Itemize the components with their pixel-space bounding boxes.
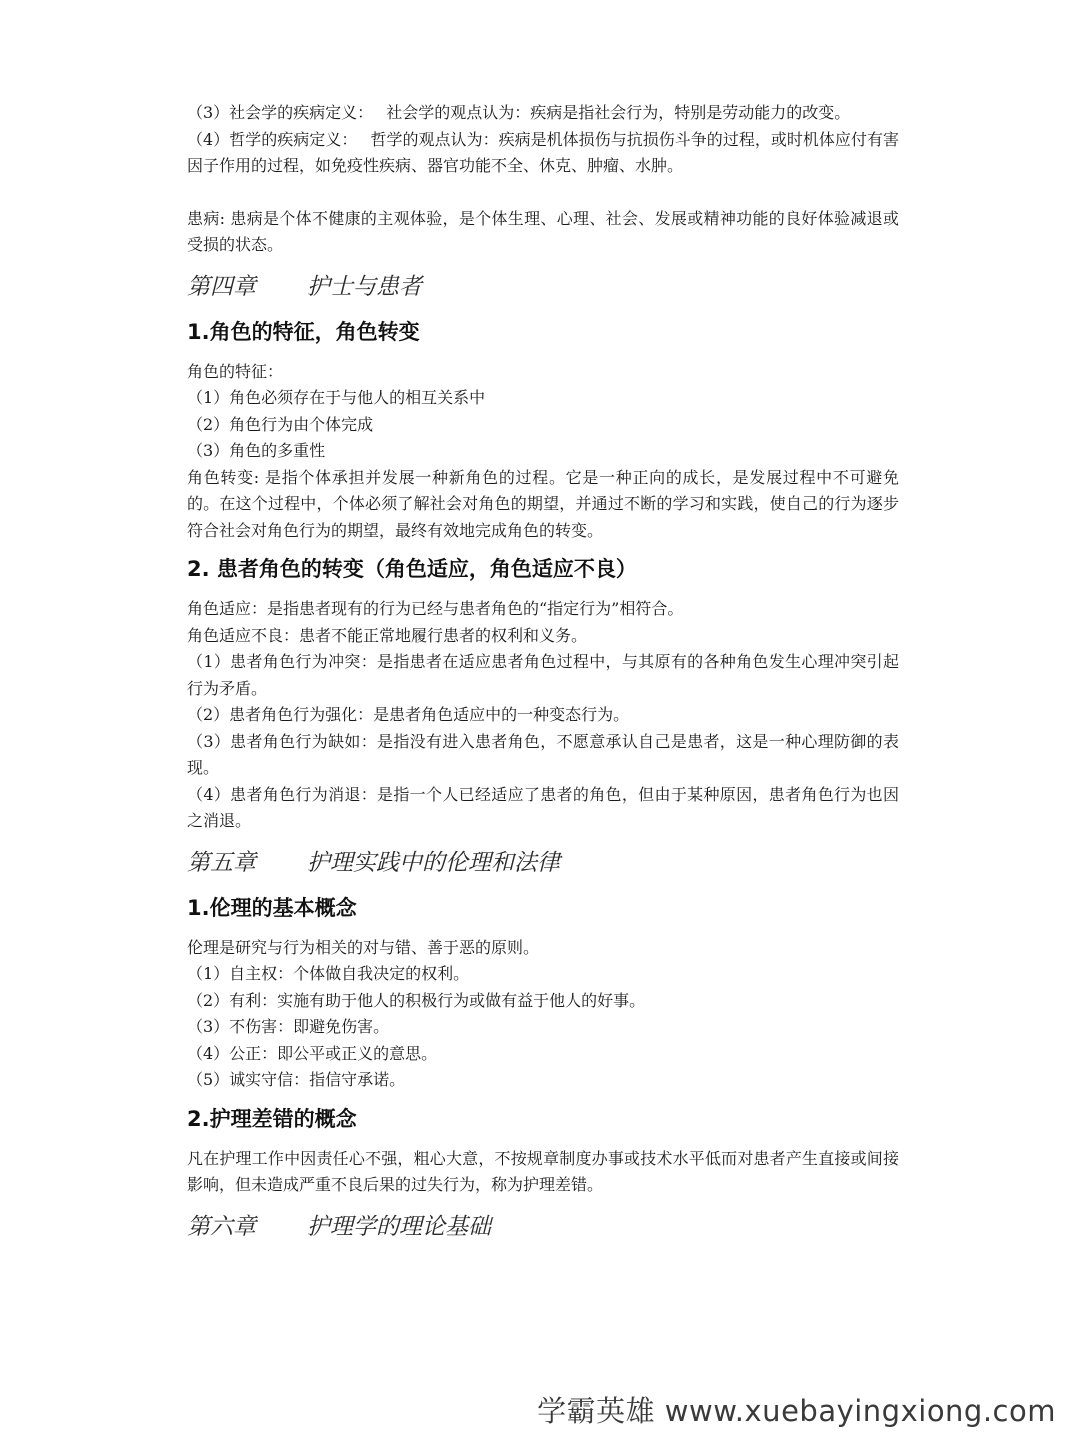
- list-item: （3）不伤害：即避免伤害。: [187, 1017, 390, 1036]
- list-item: （3）角色的多重性: [187, 441, 326, 460]
- list-item: （4）公正：即公平或正义的意思。: [187, 1043, 438, 1063]
- list-item: 角色适应不良：患者不能正常地履行患者的权利和义务。: [187, 625, 588, 645]
- chapter-6-title: 护理学的理论基础: [307, 1213, 491, 1240]
- site-watermark: 学霸英雄 www.xuebayingxiong.com: [537, 1394, 1056, 1428]
- intro-paragraph-philosophy: （4）哲学的疾病定义： 哲学的观点认为：疾病是机体损伤与抗损伤斗争的过程，或时机体应付有害因子作用的过程，如免疫性疾病、器官功能不全、休克、肿瘤、水肿。: [187, 129, 899, 175]
- chapter-6-heading: [187, 1211, 899, 1243]
- paragraph-nursing-error: 凡在护理工作中因责任心不强，粗心大意，不按规章制度办事或技术水平低而对患者产生直接或间接影响，但未造成严重不良后果的过失行为，称为护理差错。: [187, 1148, 899, 1194]
- list-item: （2）患者角色行为强化：是患者角色适应中的一种变态行为。: [187, 705, 630, 724]
- list-item: （2）角色行为由个体完成: [187, 414, 374, 434]
- chapter-4-heading: [187, 271, 899, 303]
- list-item: 角色的特征：: [187, 361, 284, 381]
- list-item: 伦理是研究与行为相关的对与错、善于恶的原则。: [187, 937, 540, 957]
- section-role-characteristics-title: 1.角色的特征，角色转变: [187, 319, 420, 344]
- list-item: （1）自主权：个体做自我决定的权利。: [187, 964, 470, 983]
- list-item: （1）角色必须存在于与他人的相互关系中: [187, 388, 486, 407]
- section-patient-role-title: 2. 患者角色的转变（角色适应，角色适应不良）: [187, 557, 637, 581]
- list-item: （2）有利：实施有助于他人的积极行为或做有益于他人的好事。: [187, 990, 646, 1010]
- list-item: 角色适应：是指患者现有的行为已经与患者角色的“指定行为”相符合。: [187, 599, 684, 618]
- list-item: （4）患者角色行为消退：是指一个人已经适应了患者的角色，但由于某种原因，患者角色行为也因之消退。: [187, 784, 899, 830]
- chapter-5-title: 护理实践中的伦理和法律: [307, 849, 560, 876]
- chapter-4-number: 第四章: [187, 273, 256, 300]
- chapter-4-title: 护士与患者: [307, 273, 422, 300]
- document-page: [187, 100, 899, 1257]
- list-item: （5）诚实守信：指信守承诺。: [187, 1070, 406, 1089]
- paragraph-role-transition: 角色转变: 是指个体承担并发展一种新角色的过程。它是一种正向的成长，是发展过程中不可避免的。在这个过程中，个体必须了解社会对角色的期望，并通过不断的学习和实践，使自己的行为逐步符合社会对角色行为的期望，最终有效地完成角色的转变。: [187, 467, 899, 540]
- intro-paragraph-sociology: （3）社会学的疾病定义： 社会学的观点认为：疾病是指社会行为，特别是劳动能力的改变。: [187, 103, 851, 122]
- chapter-5-heading: [187, 847, 899, 879]
- section-ethics-title: 1.伦理的基本概念: [187, 895, 357, 920]
- list-item: （3）患者角色行为缺如：是指没有进入患者角色，不愿意承认自己是患者，这是一种心理防御的表现。: [187, 731, 899, 777]
- chapter-5-number: 第五章: [187, 849, 256, 876]
- list-item: （1）患者角色行为冲突：是指患者在适应患者角色过程中，与其原有的各种角色发生心理冲突引起行为矛盾。: [187, 652, 899, 698]
- chapter-6-number: 第六章: [187, 1213, 256, 1240]
- intro-paragraph-illness: 患病: 患病是个体不健康的主观体验，是个体生理、心理、社会、发展或精神功能的良好体验减退或受损的状态。: [187, 208, 899, 254]
- section-nursing-error-title: 2.护理差错的概念: [187, 1106, 357, 1131]
